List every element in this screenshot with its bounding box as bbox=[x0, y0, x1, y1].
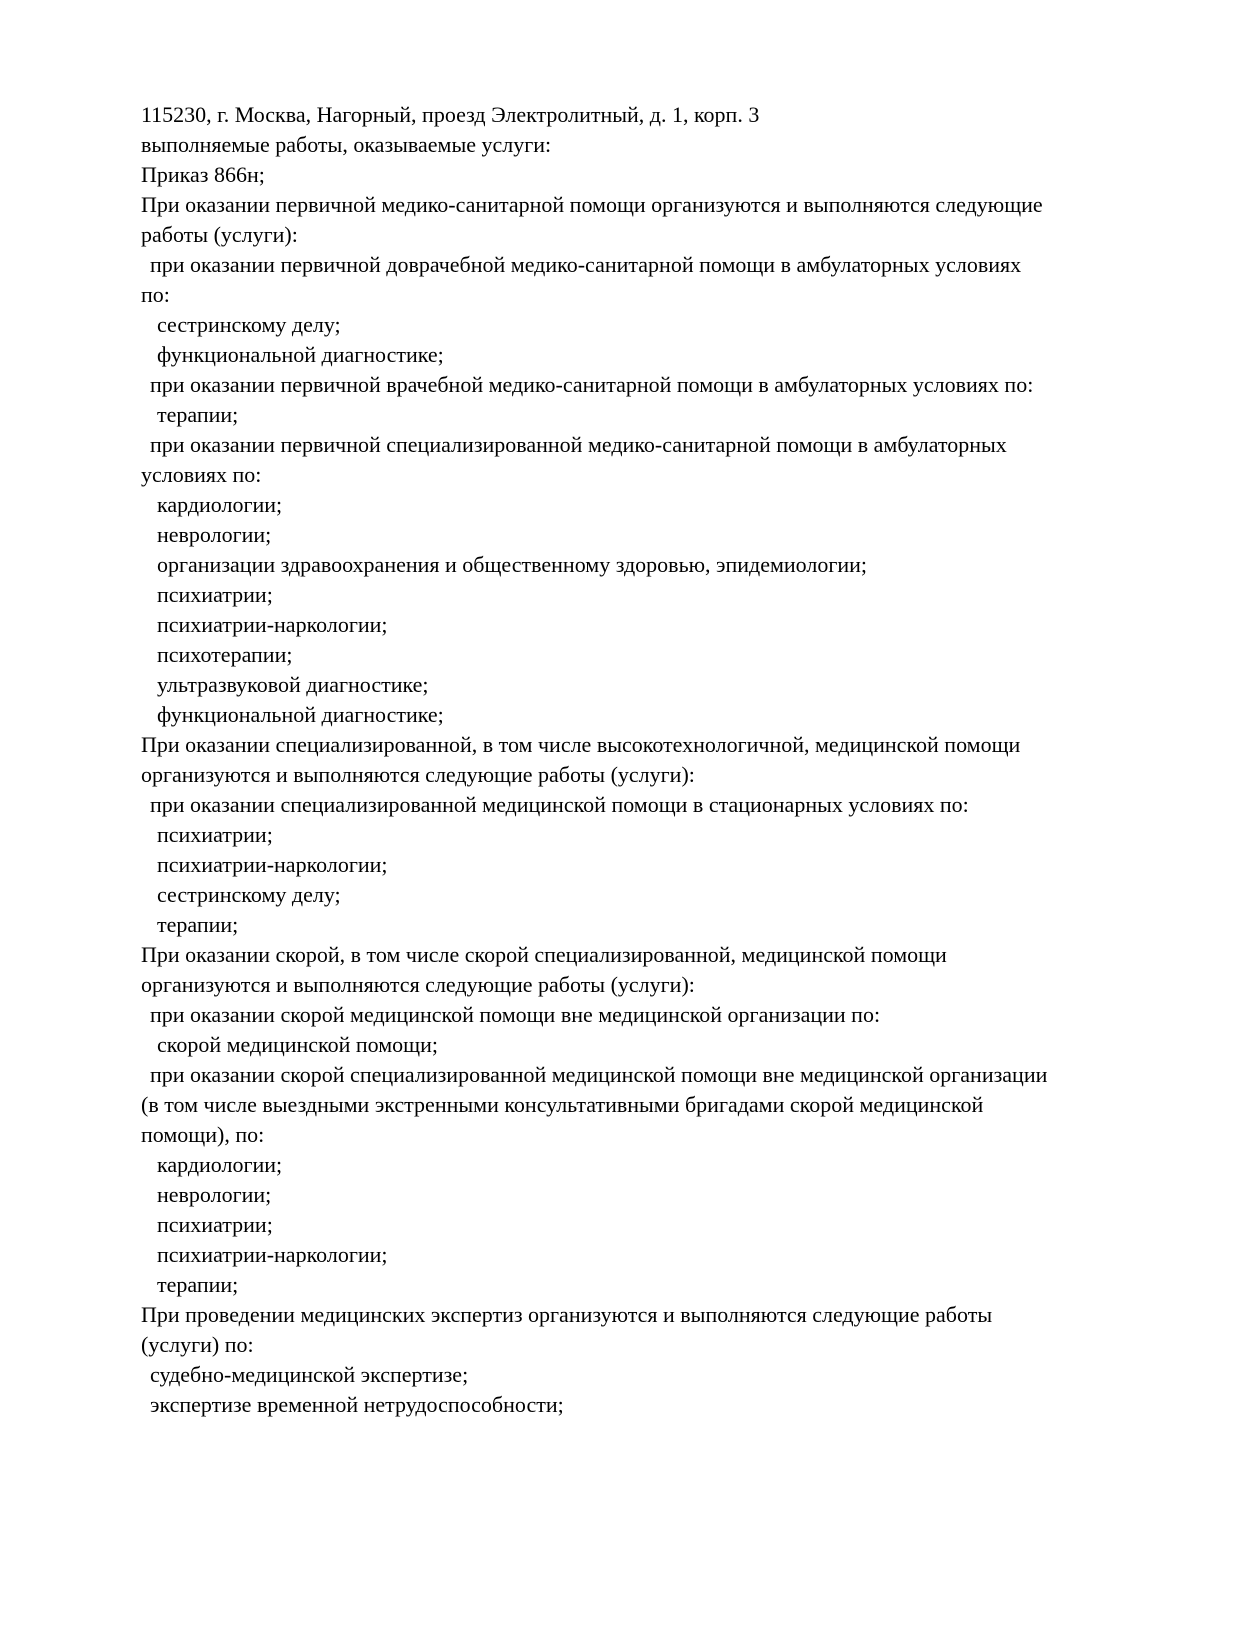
document-line: организации здравоохранения и общественному здоровью, эпидемиологии; bbox=[157, 552, 868, 577]
document-text-block bbox=[141, 100, 1211, 1420]
document-line: экспертизе временной нетрудоспособности; bbox=[150, 1392, 564, 1417]
document-line: терапии; bbox=[157, 912, 239, 937]
document-line: (услуги) по: bbox=[141, 1332, 254, 1357]
document-line: психиатрии; bbox=[157, 582, 273, 607]
document-line: функциональной диагностике; bbox=[157, 702, 444, 727]
document-line: скорой медицинской помощи; bbox=[157, 1032, 439, 1057]
document-line: (в том числе выездными экстренными консультативными бригадами скорой медицинской bbox=[141, 1092, 984, 1117]
document-line: функциональной диагностике; bbox=[157, 342, 444, 367]
document-line: психиатрии-наркологии; bbox=[157, 1242, 388, 1267]
document-line: при оказании первичной специализированной медико-санитарной помощи в амбулаторных bbox=[150, 432, 1007, 457]
document-line: терапии; bbox=[157, 1272, 239, 1297]
document-line: организуются и выполняются следующие работы (услуги): bbox=[141, 972, 695, 997]
document-line: работы (услуги): bbox=[141, 222, 298, 247]
document-line: при оказании скорой специализированной медицинской помощи вне медицинской организации bbox=[150, 1062, 1048, 1087]
document-line: При оказании первичной медико-санитарной помощи организуются и выполняются следующие bbox=[141, 192, 1043, 217]
document-line: психиатрии; bbox=[157, 1212, 273, 1237]
document-line: при оказании скорой медицинской помощи вне медицинской организации по: bbox=[150, 1002, 881, 1027]
document-line: при оказании первичной врачебной медико-санитарной помощи в амбулаторных условиях по: bbox=[150, 372, 1034, 397]
document-line: выполняемые работы, оказываемые услуги: bbox=[141, 132, 552, 157]
document-line: При оказании специализированной, в том числе высокотехнологичной, медицинской помощи bbox=[141, 732, 1021, 757]
document-line: по: bbox=[141, 282, 170, 307]
document-line-address: 115230, г. Москва, Нагорный, проезд Электролитный, д. 1, корп. 3 bbox=[141, 102, 760, 127]
document-line: кардиологии; bbox=[157, 1152, 283, 1177]
document-line: психиатрии-наркологии; bbox=[157, 612, 388, 637]
document-line: психотерапии; bbox=[157, 642, 293, 667]
document-line: при оказании специализированной медицинской помощи в стационарных условиях по: bbox=[150, 792, 969, 817]
document-line: ультразвуковой диагностике; bbox=[157, 672, 429, 697]
document-line: помощи), по: bbox=[141, 1122, 265, 1147]
document-line: сестринскому делу; bbox=[157, 882, 341, 907]
document-line: неврологии; bbox=[157, 522, 272, 547]
document-line: Приказ 866н; bbox=[141, 162, 265, 187]
document-line: психиатрии-наркологии; bbox=[157, 852, 388, 877]
document-line: терапии; bbox=[157, 402, 239, 427]
document-line: кардиологии; bbox=[157, 492, 283, 517]
document-line: условиях по: bbox=[141, 462, 262, 487]
document-line: при оказании первичной доврачебной медико-санитарной помощи в амбулаторных условиях bbox=[150, 252, 1022, 277]
document-line: судебно-медицинской экспертизе; bbox=[150, 1362, 469, 1387]
document-line: организуются и выполняются следующие работы (услуги): bbox=[141, 762, 695, 787]
document-line: При проведении медицинских экспертиз организуются и выполняются следующие работы bbox=[141, 1302, 993, 1327]
document-line: психиатрии; bbox=[157, 822, 273, 847]
document-line: сестринскому делу; bbox=[157, 312, 341, 337]
document-line: При оказании скорой, в том числе скорой специализированной, медицинской помощи bbox=[141, 942, 947, 967]
document-line: неврологии; bbox=[157, 1182, 272, 1207]
